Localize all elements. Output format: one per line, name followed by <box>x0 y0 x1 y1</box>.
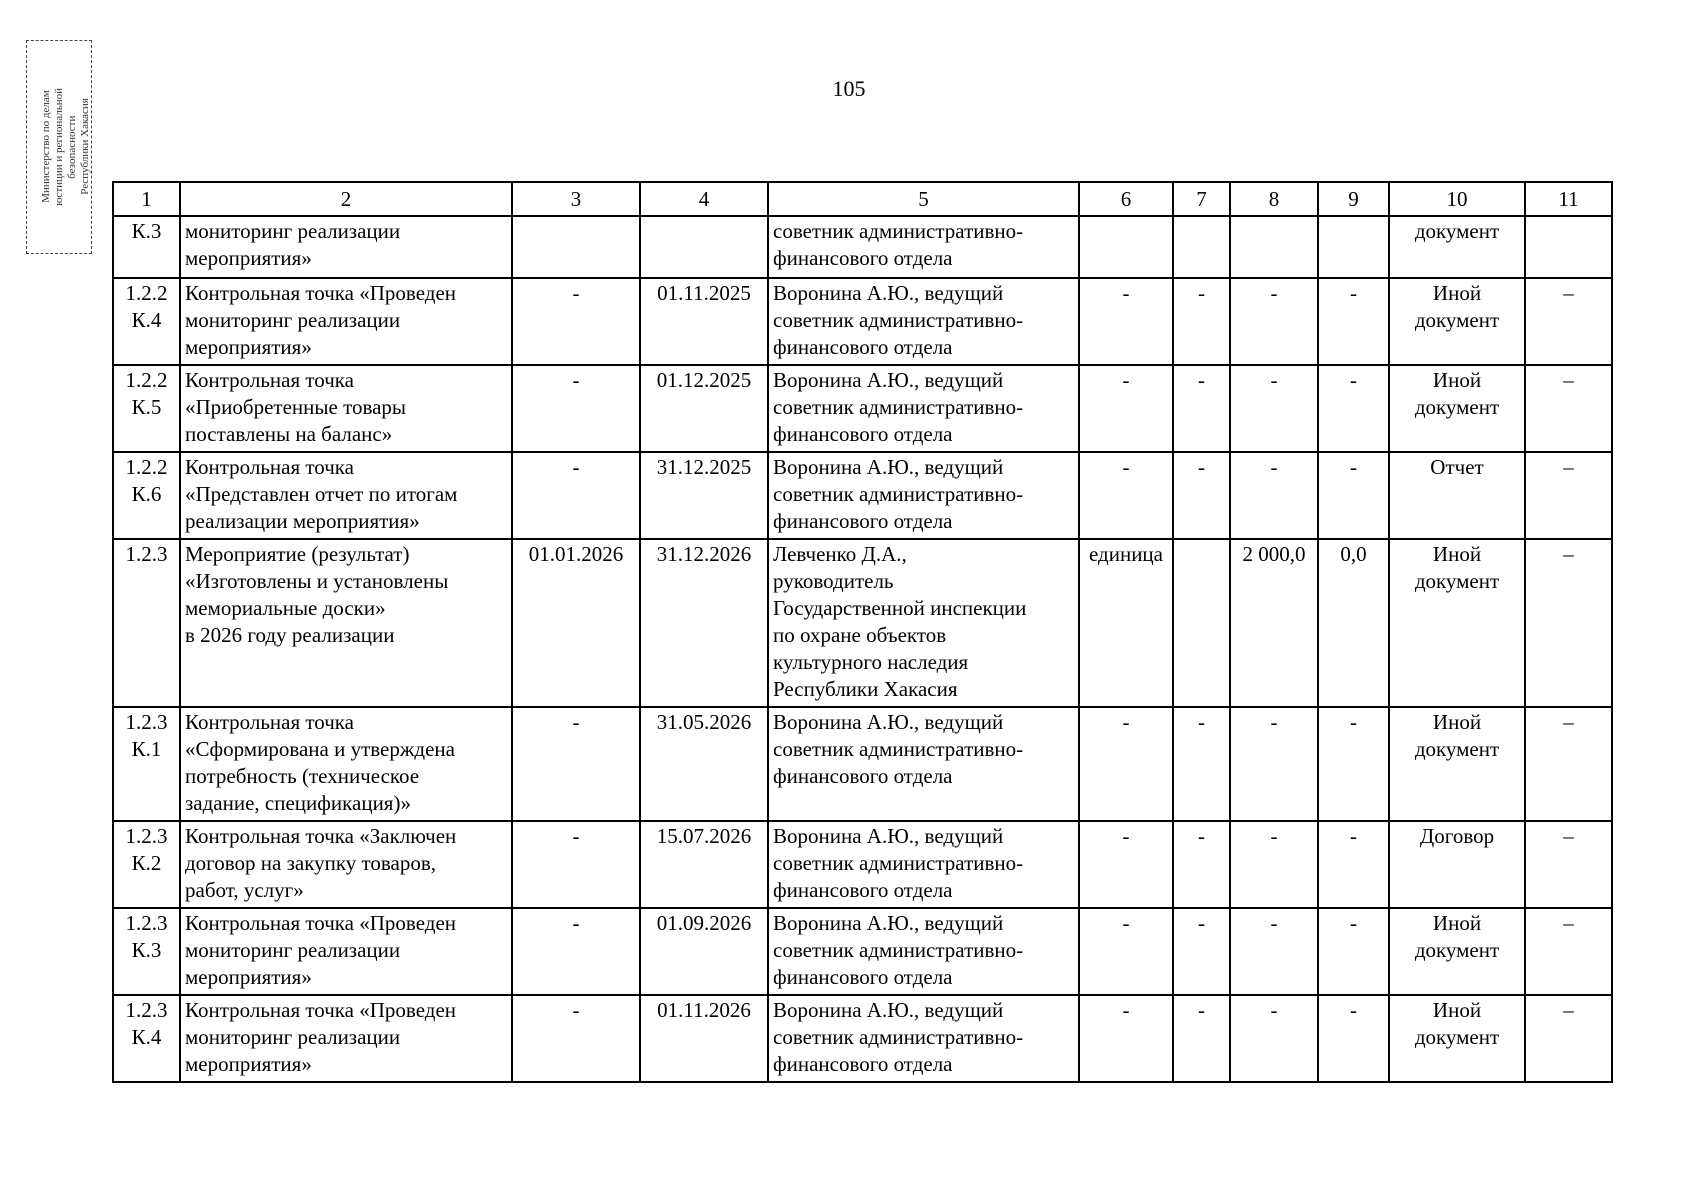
responsible-cell: Воронина А.Ю., ведущий советник административно- финансового отдела <box>768 365 1079 452</box>
value-cell: 2 000,0 <box>1230 539 1318 707</box>
col9-cell: - <box>1318 365 1389 452</box>
row-number-cell: 1.2.2 К.6 <box>113 452 180 539</box>
col11-cell: – <box>1525 707 1612 821</box>
header-cell: 1 <box>113 182 180 216</box>
table-row <box>113 995 1612 1082</box>
end-date-cell <box>640 216 768 278</box>
col9-cell: - <box>1318 995 1389 1082</box>
row-number-cell: 1.2.2 К.4 <box>113 278 180 365</box>
col11-cell <box>1525 216 1612 278</box>
document-type-cell: Иной документ <box>1389 707 1525 821</box>
document-type-cell: Иной документ <box>1389 365 1525 452</box>
end-date-cell: 31.12.2026 <box>640 539 768 707</box>
event-name-cell: Контрольная точка «Проведен мониторинг реализации мероприятия» <box>180 908 512 995</box>
start-date-cell: - <box>512 908 640 995</box>
start-date-cell: - <box>512 821 640 908</box>
start-date-cell: - <box>512 995 640 1082</box>
row-number-cell: 1.2.3 К.3 <box>113 908 180 995</box>
value-cell: - <box>1230 452 1318 539</box>
header-cell: 2 <box>180 182 512 216</box>
responsible-cell: Воронина А.Ю., ведущий советник административно- финансового отдела <box>768 452 1079 539</box>
table-row <box>113 365 1612 452</box>
unit-cell: - <box>1079 908 1173 995</box>
responsible-cell: Воронина А.Ю., ведущий советник административно- финансового отдела <box>768 995 1079 1082</box>
col11-cell: – <box>1525 539 1612 707</box>
col11-cell: – <box>1525 452 1612 539</box>
col11-cell: – <box>1525 908 1612 995</box>
unit-cell <box>1079 216 1173 278</box>
event-name-cell: Мероприятие (результат) «Изготовлены и установлены мемориальные доски» в 2026 году реализации <box>180 539 512 707</box>
start-date-cell: - <box>512 365 640 452</box>
end-date-cell: 31.05.2026 <box>640 707 768 821</box>
header-cell: 5 <box>768 182 1079 216</box>
table-row <box>113 452 1612 539</box>
responsible-cell: советник административно- финансового отдела <box>768 216 1079 278</box>
col7-cell <box>1173 539 1230 707</box>
row-number-cell: 1.2.3 К.2 <box>113 821 180 908</box>
header-cell: 9 <box>1318 182 1389 216</box>
col9-cell: - <box>1318 707 1389 821</box>
header-cell: 8 <box>1230 182 1318 216</box>
unit-cell: - <box>1079 452 1173 539</box>
end-date-cell: 01.09.2026 <box>640 908 768 995</box>
start-date-cell: - <box>512 707 640 821</box>
end-date-cell: 01.12.2025 <box>640 365 768 452</box>
responsible-cell: Левченко Д.А., руководитель Государственной инспекции по охране объектов культурного наследия Республики Хакасия <box>768 539 1079 707</box>
value-cell: - <box>1230 995 1318 1082</box>
unit-cell: - <box>1079 995 1173 1082</box>
col9-cell: - <box>1318 908 1389 995</box>
header-cell: 3 <box>512 182 640 216</box>
col11-cell: – <box>1525 821 1612 908</box>
page-number: 105 <box>832 76 866 101</box>
col7-cell: - <box>1173 821 1230 908</box>
document-type-cell: Иной документ <box>1389 278 1525 365</box>
end-date-cell: 01.11.2026 <box>640 995 768 1082</box>
unit-cell: - <box>1079 365 1173 452</box>
col7-cell: - <box>1173 908 1230 995</box>
responsible-cell: Воронина А.Ю., ведущий советник административно- финансового отдела <box>768 278 1079 365</box>
end-date-cell: 15.07.2026 <box>640 821 768 908</box>
event-name-cell: Контрольная точка «Приобретенные товары поставлены на баланс» <box>180 365 512 452</box>
event-name-cell: Контрольная точка «Заключен договор на закупку товаров, работ, услуг» <box>180 821 512 908</box>
value-cell: - <box>1230 908 1318 995</box>
col11-cell: – <box>1525 365 1612 452</box>
row-number-cell: 1.2.2 К.5 <box>113 365 180 452</box>
document-type-cell: Иной документ <box>1389 995 1525 1082</box>
unit-cell: - <box>1079 707 1173 821</box>
end-date-cell: 01.11.2025 <box>640 278 768 365</box>
stamp-text: Министерство по делам юстиции и региональной безопасности Республики Хакасия <box>39 88 91 206</box>
table-row <box>113 707 1612 821</box>
row-number-cell: 1.2.3 К.1 <box>113 707 180 821</box>
document-type-cell: Отчет <box>1389 452 1525 539</box>
unit-cell: - <box>1079 821 1173 908</box>
table-row <box>113 216 1612 278</box>
responsible-cell: Воронина А.Ю., ведущий советник административно- финансового отдела <box>768 707 1079 821</box>
unit-cell: - <box>1079 278 1173 365</box>
col7-cell: - <box>1173 278 1230 365</box>
document-type-cell: Договор <box>1389 821 1525 908</box>
start-date-cell: - <box>512 452 640 539</box>
event-name-cell: Контрольная точка «Сформирована и утверждена потребность (техническое задание, спецификация)» <box>180 707 512 821</box>
value-cell: - <box>1230 278 1318 365</box>
table-row <box>113 821 1612 908</box>
unit-cell: единица <box>1079 539 1173 707</box>
document-type-cell: документ <box>1389 216 1525 278</box>
table-header-row <box>113 182 1612 216</box>
document-type-cell: Иной документ <box>1389 539 1525 707</box>
table-row <box>113 539 1612 707</box>
start-date-cell: 01.01.2026 <box>512 539 640 707</box>
start-date-cell: - <box>512 278 640 365</box>
col7-cell <box>1173 216 1230 278</box>
col11-cell: – <box>1525 995 1612 1082</box>
col7-cell: - <box>1173 365 1230 452</box>
plan-table <box>112 181 1613 1083</box>
header-cell: 7 <box>1173 182 1230 216</box>
table-row <box>113 278 1612 365</box>
col7-cell: - <box>1173 452 1230 539</box>
col9-cell: - <box>1318 821 1389 908</box>
registration-stamp <box>26 40 92 254</box>
value-cell: - <box>1230 365 1318 452</box>
header-cell: 10 <box>1389 182 1525 216</box>
col7-cell: - <box>1173 995 1230 1082</box>
responsible-cell: Воронина А.Ю., ведущий советник административно- финансового отдела <box>768 821 1079 908</box>
end-date-cell: 31.12.2025 <box>640 452 768 539</box>
responsible-cell: Воронина А.Ю., ведущий советник административно- финансового отдела <box>768 908 1079 995</box>
header-cell: 6 <box>1079 182 1173 216</box>
col9-cell: - <box>1318 278 1389 365</box>
event-name-cell: Контрольная точка «Проведен мониторинг реализации мероприятия» <box>180 278 512 365</box>
event-name-cell: мониторинг реализации мероприятия» <box>180 216 512 278</box>
col7-cell: - <box>1173 707 1230 821</box>
header-cell: 11 <box>1525 182 1612 216</box>
value-cell: - <box>1230 707 1318 821</box>
header-cell: 4 <box>640 182 768 216</box>
table-row <box>113 908 1612 995</box>
col11-cell: – <box>1525 278 1612 365</box>
event-name-cell: Контрольная точка «Проведен мониторинг реализации мероприятия» <box>180 995 512 1082</box>
row-number-cell: К.3 <box>113 216 180 278</box>
value-cell <box>1230 216 1318 278</box>
col9-cell: 0,0 <box>1318 539 1389 707</box>
document-type-cell: Иной документ <box>1389 908 1525 995</box>
value-cell: - <box>1230 821 1318 908</box>
row-number-cell: 1.2.3 <box>113 539 180 707</box>
start-date-cell <box>512 216 640 278</box>
event-name-cell: Контрольная точка «Представлен отчет по итогам реализации мероприятия» <box>180 452 512 539</box>
row-number-cell: 1.2.3 К.4 <box>113 995 180 1082</box>
col9-cell <box>1318 216 1389 278</box>
col9-cell: - <box>1318 452 1389 539</box>
